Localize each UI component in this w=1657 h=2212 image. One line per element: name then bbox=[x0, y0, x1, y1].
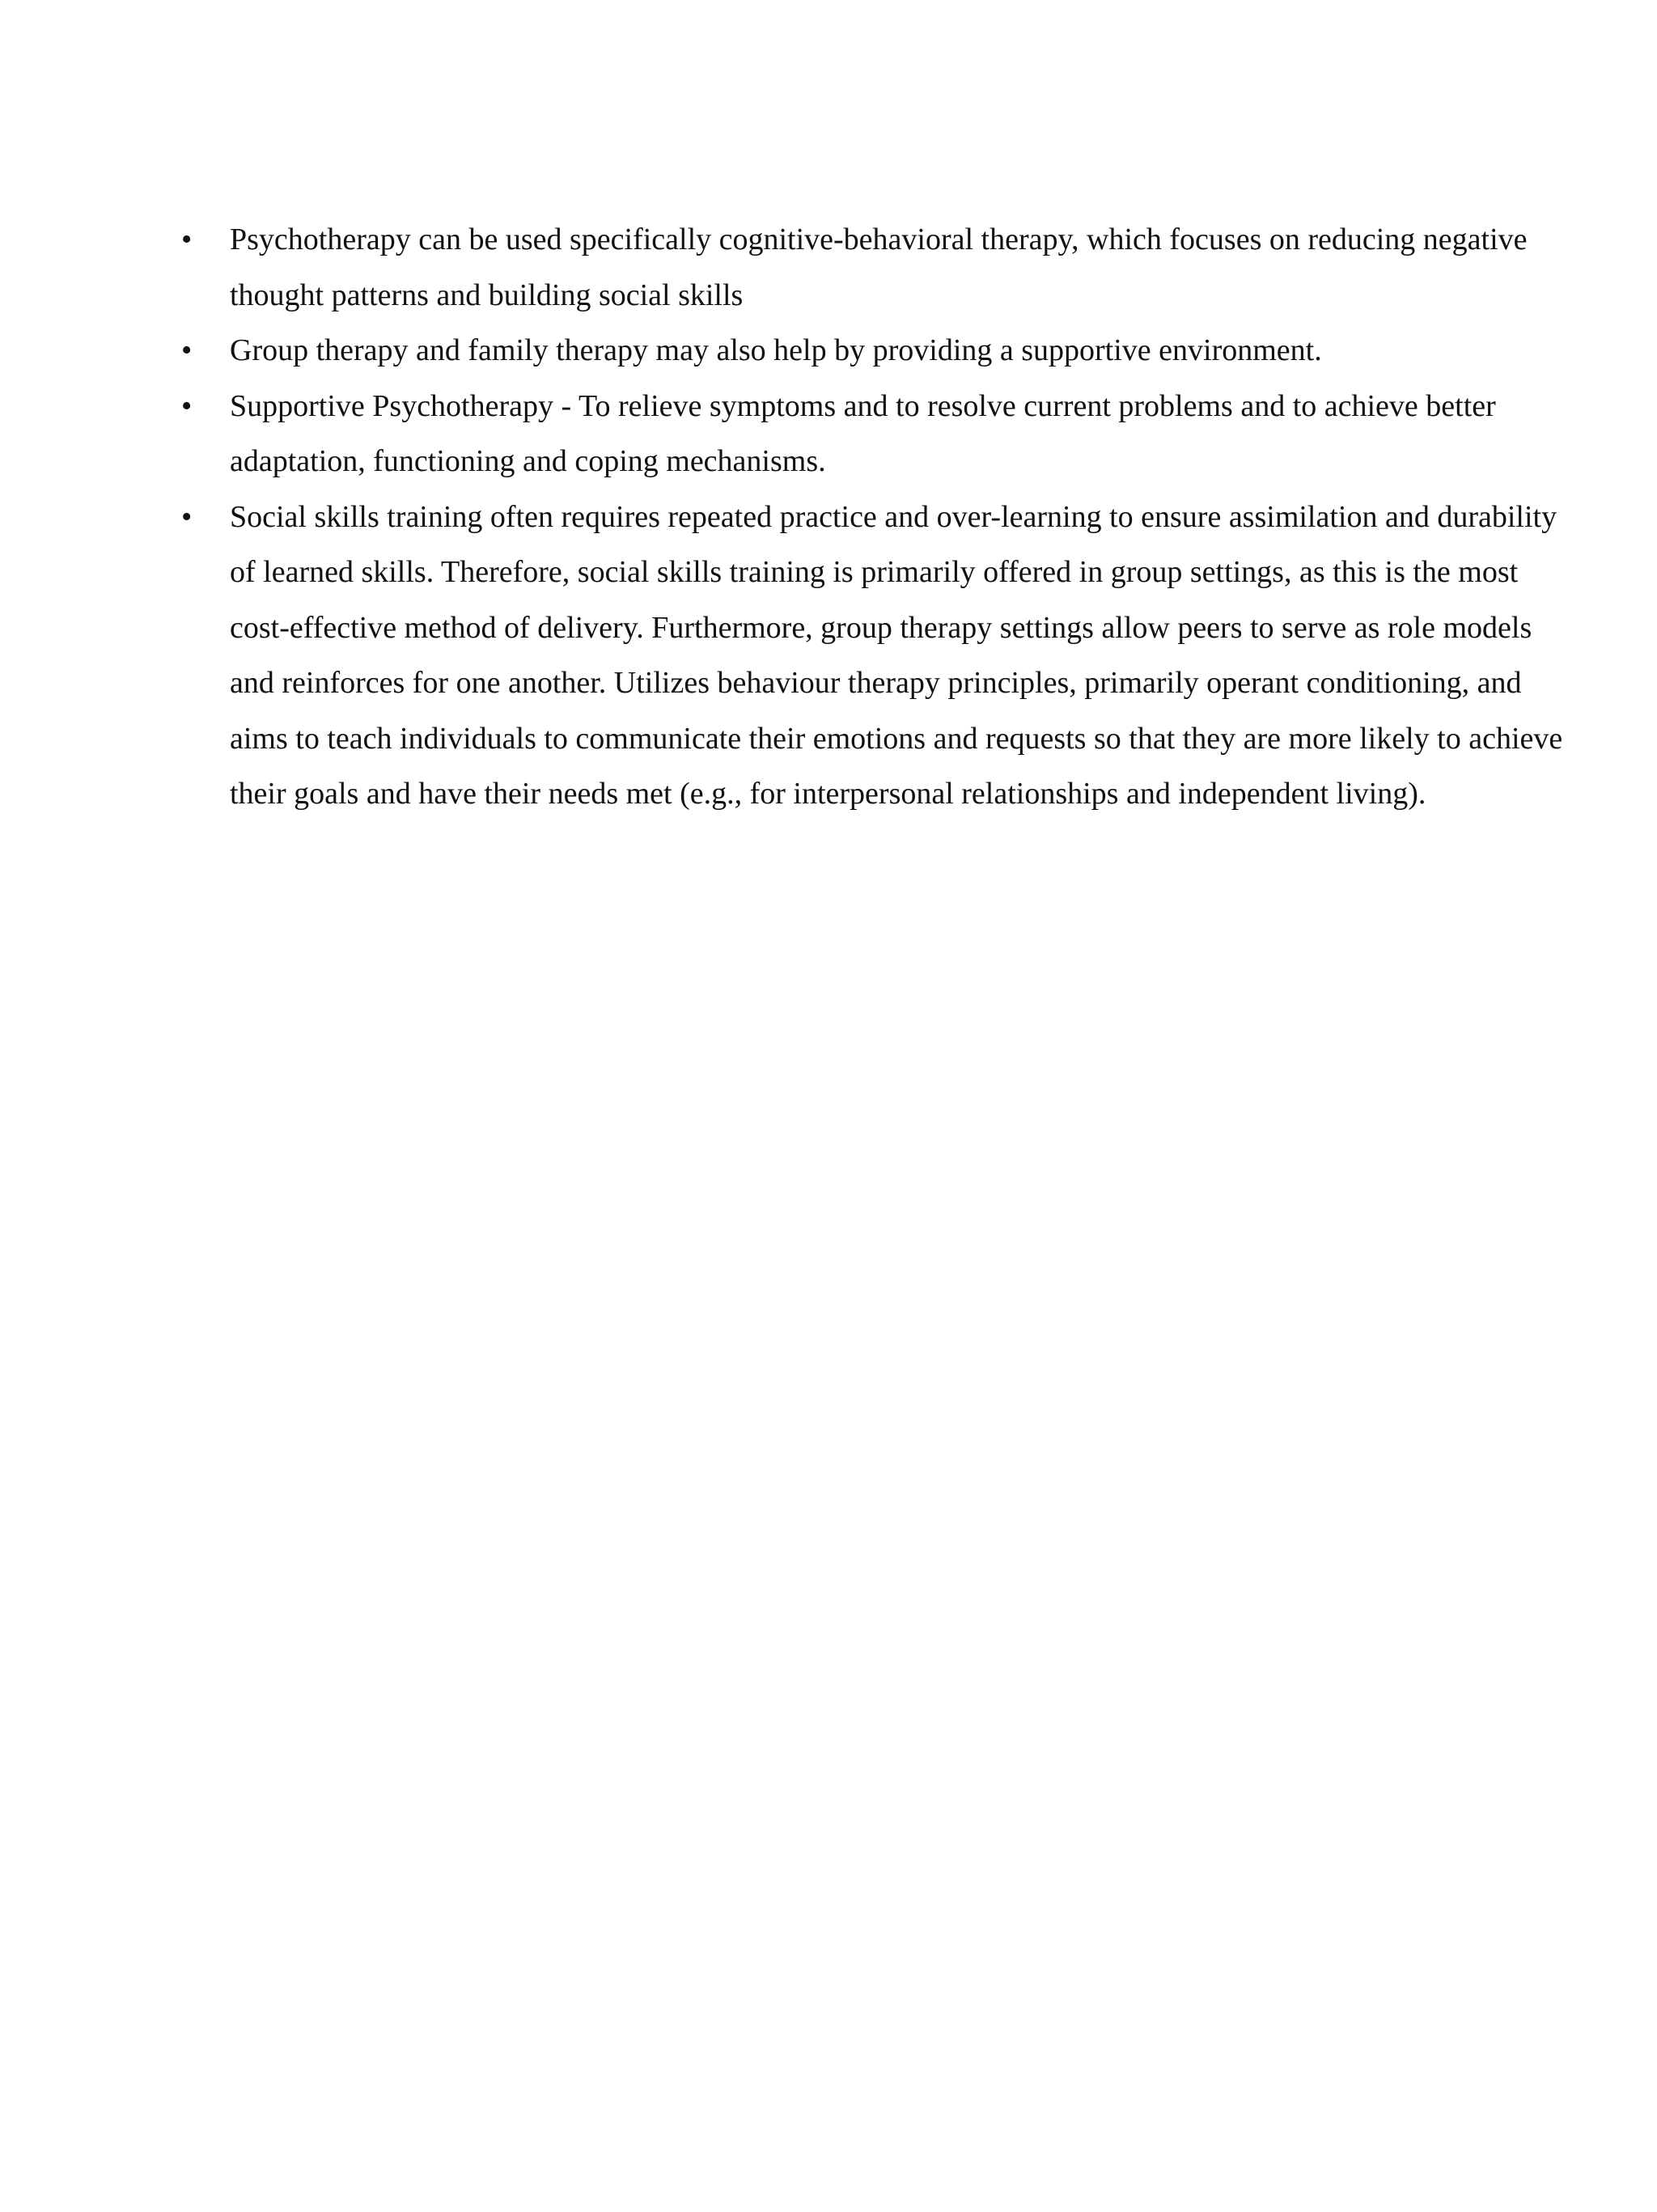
list-item-text: Supportive Psychotherapy - To relieve symptoms and to resolve current problems and to achieve better adaptation, functioning and coping mechanisms. bbox=[230, 388, 1496, 478]
list-item bbox=[181, 489, 1581, 822]
bullet-icon: • bbox=[181, 333, 193, 367]
list-item-text: Social skills training often requires repeated practice and over-learning to ensure assimilation and durability of learned skills. Therefore, social skills training is primarily offered in group settings, as this is the most cost-effective method of delivery. Furthermore, group therapy settings allow peers to serve as role models and reinforces for one another. Utilizes behaviour therapy principles, primarily operant conditioning, and aims to teach individuals to communicate their emotions and requests so that they are more likely to achieve their goals and have their needs met (e.g., for interpersonal relationships and independent living). bbox=[230, 499, 1563, 811]
list-item-text: Group therapy and family therapy may also help by providing a supportive environment. bbox=[230, 333, 1322, 367]
bullet-list bbox=[181, 212, 1581, 822]
list-item-text: Psychotherapy can be used specifically cognitive-behavioral therapy, which focuses on reducing negative thought patterns and building social skills bbox=[230, 222, 1528, 312]
list-item bbox=[181, 379, 1581, 489]
list-item bbox=[181, 212, 1581, 323]
list-item bbox=[181, 323, 1581, 379]
bullet-icon: • bbox=[181, 388, 193, 423]
bullet-icon: • bbox=[181, 222, 193, 256]
bullet-icon: • bbox=[181, 499, 193, 534]
